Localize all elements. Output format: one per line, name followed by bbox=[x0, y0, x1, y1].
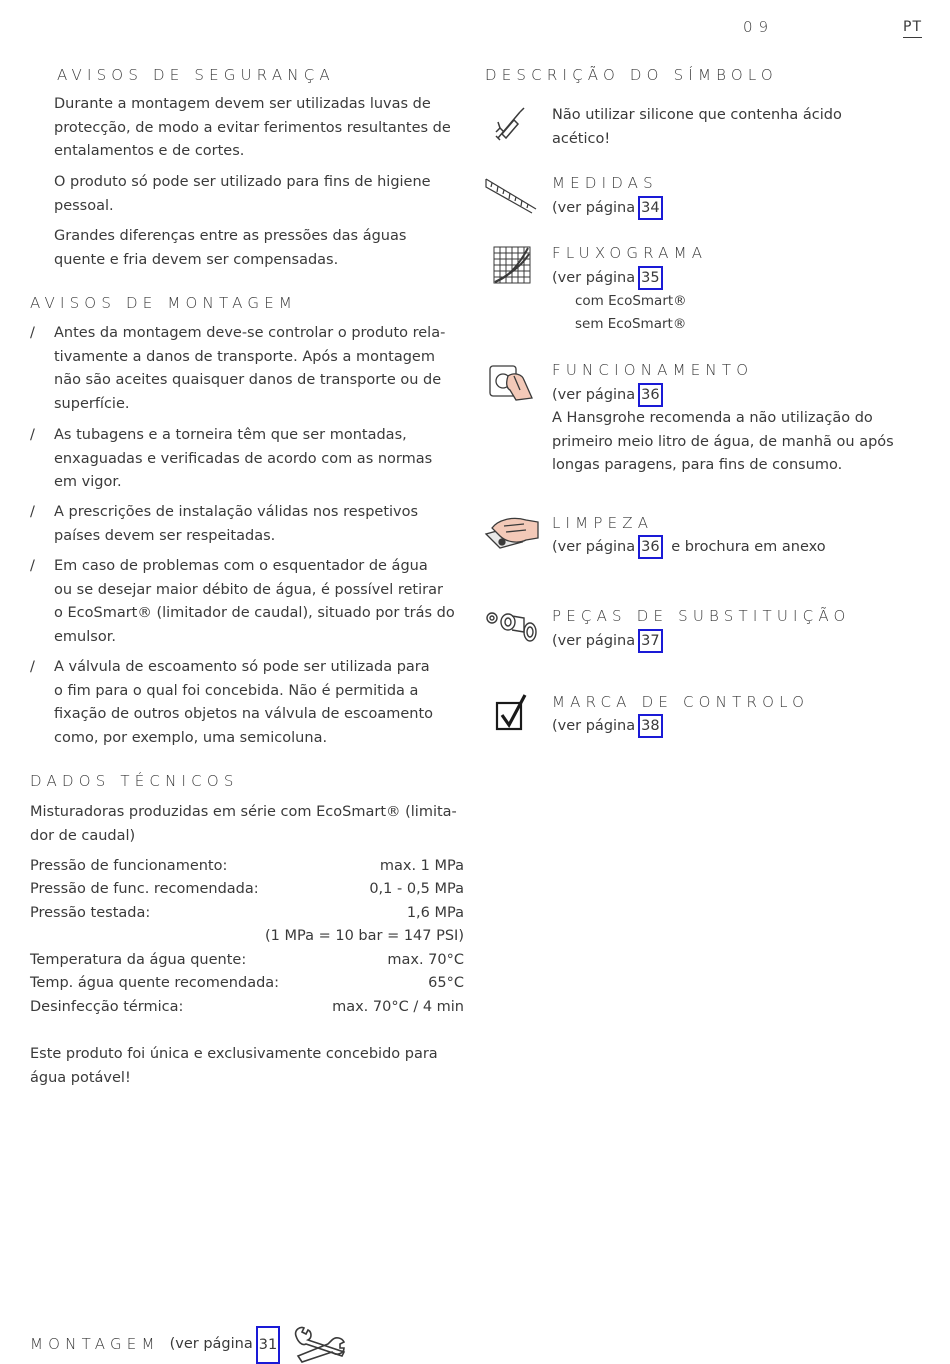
tech-row bbox=[30, 972, 464, 996]
ruler-icon bbox=[484, 175, 538, 215]
safety-paragraph-3 bbox=[54, 225, 406, 272]
text-line: acético! bbox=[552, 130, 611, 147]
text-line: o fim para o qual foi concebida. Não é permitida a bbox=[54, 682, 419, 699]
funcionamento-note bbox=[552, 407, 894, 478]
text-line: quente e fria devem ser compensadas. bbox=[54, 251, 339, 268]
text-line: Durante a montagem devem ser utilizadas luvas de bbox=[54, 96, 431, 112]
tech-row bbox=[30, 949, 464, 973]
pecas-reference bbox=[552, 629, 663, 654]
text-line: não são aceites quaisquer danos de transporte ou de bbox=[54, 372, 442, 388]
text-line: Antes da montagem deve-se controlar o produto rela- bbox=[54, 325, 446, 341]
checkmark-box-icon bbox=[494, 693, 528, 733]
language-label: PT bbox=[903, 19, 922, 35]
text-line: Este produto foi única e exclusivamente concebido para bbox=[30, 1046, 438, 1062]
tech-row bbox=[30, 925, 464, 949]
tech-value: max. 70°C / 4 min bbox=[332, 999, 464, 1015]
tech-value: 0,1 - 0,5 MPa bbox=[369, 881, 464, 897]
text-line: primeiro meio litro de água, de manhã ou após bbox=[552, 433, 894, 450]
list-item bbox=[54, 322, 445, 416]
tech-label: Pressão testada: bbox=[30, 905, 151, 921]
page-link-36b[interactable]: 36 bbox=[638, 535, 662, 559]
tech-value: 1,6 MPa bbox=[406, 905, 464, 921]
see-page-label: (ver página bbox=[552, 539, 636, 555]
tech-row bbox=[30, 878, 464, 902]
text-line: O produto só pode ser utilizado para fins de higiene bbox=[54, 174, 431, 190]
technical-heading: DADOS TÉCNICOS bbox=[30, 772, 239, 790]
text-line: em vigor. bbox=[54, 474, 122, 490]
list-marker: / bbox=[30, 659, 35, 675]
page-link-34[interactable]: 34 bbox=[638, 196, 662, 220]
see-page-label: (ver página bbox=[552, 200, 636, 216]
see-page-label: (ver página bbox=[552, 633, 636, 649]
list-item bbox=[54, 501, 418, 548]
text-line: protecção, de modo a evitar ferimentos resultantes de bbox=[54, 119, 451, 136]
see-page-label: (ver página bbox=[552, 718, 636, 734]
funcionamento-title: FUNCIONAMENTO bbox=[552, 361, 754, 379]
text-line: como, por exemplo, uma semicoluna. bbox=[54, 729, 328, 746]
text-line: entalamentos e de cortes. bbox=[54, 143, 245, 159]
silicone-gun-icon bbox=[490, 104, 530, 144]
text-line: A válvula de escoamento só pode ser utilizada para bbox=[54, 659, 430, 675]
assembly-heading: AVISOS DE MONTAGEM bbox=[30, 294, 298, 312]
list-item bbox=[54, 656, 433, 750]
funcionamento-reference bbox=[552, 383, 663, 408]
page-link-31[interactable]: 31 bbox=[256, 1326, 280, 1364]
potable-water-note bbox=[30, 1043, 438, 1090]
list-marker: / bbox=[30, 558, 35, 574]
tech-value: 65°C bbox=[428, 975, 464, 991]
limpeza-title: LIMPEZA bbox=[552, 514, 654, 532]
list-marker: / bbox=[30, 504, 35, 520]
tech-value: max. 1 MPa bbox=[379, 858, 464, 874]
text-line: emulsor. bbox=[54, 628, 116, 645]
with-ecosmart-label: com EcoSmart® bbox=[575, 293, 687, 309]
fluxograma-title: FLUXOGRAMA bbox=[552, 244, 708, 262]
page-number: 09 bbox=[743, 18, 775, 36]
text-line: Misturadoras produzidas em série com EcoSmart® (limita- bbox=[30, 804, 457, 820]
text-line: tivamente a danos de transporte. Após a montagem bbox=[54, 348, 435, 365]
tech-value: (1 MPa = 10 bar = 147 PSI) bbox=[265, 928, 464, 944]
text-line: ou se desejar maior débito de água, é possível retirar bbox=[54, 581, 443, 598]
symbol-description-heading: DESCRIÇÃO DO SÍMBOLO bbox=[485, 66, 778, 84]
page-link-37[interactable]: 37 bbox=[638, 629, 662, 653]
text-line: A prescrições de instalação válidas nos respetivos bbox=[54, 504, 419, 520]
footer-montagem bbox=[30, 1326, 348, 1364]
text-line: enxaguadas e verificadas de acordo com as normas bbox=[54, 450, 433, 467]
text-line: A Hansgrohe recomenda a não utilização do bbox=[552, 410, 873, 426]
tech-value: max. 70°C bbox=[387, 952, 464, 968]
fluxograma-reference bbox=[552, 266, 663, 291]
hand-operating-icon bbox=[488, 360, 536, 402]
text-line: Em caso de problemas com o esquentador de água bbox=[54, 558, 428, 574]
silicone-warning bbox=[552, 104, 842, 151]
safety-paragraph-1 bbox=[54, 93, 451, 164]
see-page-label: (ver página bbox=[552, 387, 636, 403]
medidas-reference bbox=[552, 196, 663, 221]
limpeza-suffix: e brochura em anexo bbox=[671, 539, 826, 555]
tech-label: Temp. água quente recomendada: bbox=[30, 975, 280, 991]
text-line: fixação de outros objetos na válvula de escoamento bbox=[54, 706, 434, 722]
list-item bbox=[54, 424, 432, 495]
pecas-title: PEÇAS DE SUBSTITUIÇÃO bbox=[552, 607, 851, 625]
safety-paragraph-2 bbox=[54, 171, 431, 218]
limpeza-reference bbox=[552, 535, 826, 560]
list-marker: / bbox=[30, 325, 35, 341]
page-link-38[interactable]: 38 bbox=[638, 714, 662, 738]
text-line: pessoal. bbox=[54, 197, 114, 214]
text-line: Grandes diferenças entre as pressões das águas bbox=[54, 228, 407, 244]
montagem-title: MONTAGEM bbox=[30, 1335, 160, 1354]
wrench-icon bbox=[292, 1326, 348, 1364]
spare-parts-icon bbox=[484, 606, 542, 646]
text-line: dor de caudal) bbox=[30, 827, 136, 844]
text-line: água potável! bbox=[30, 1069, 131, 1086]
see-page-label: (ver página bbox=[169, 1336, 253, 1353]
without-ecosmart-label: sem EcoSmart® bbox=[575, 316, 687, 332]
text-line: superfície. bbox=[54, 395, 130, 412]
hand-cleaning-icon bbox=[482, 512, 540, 552]
tech-label: Desinfecção térmica: bbox=[30, 999, 184, 1015]
text-line: As tubagens e a torneira têm que ser montadas, bbox=[54, 427, 407, 443]
technical-intro bbox=[30, 801, 457, 848]
text-line: o EcoSmart® (limitador de caudal), situado por trás do bbox=[54, 605, 455, 621]
tech-label: Temperatura da água quente: bbox=[30, 952, 247, 968]
text-line: longas paragens, para fins de consumo. bbox=[552, 457, 843, 473]
text-line: Não utilizar silicone que contenha ácido bbox=[552, 107, 842, 123]
flow-chart-icon bbox=[493, 246, 531, 284]
tech-row bbox=[30, 996, 464, 1020]
page-link-36[interactable]: 36 bbox=[638, 383, 662, 407]
page-link-35[interactable]: 35 bbox=[638, 266, 662, 290]
text-line: países devem ser respeitadas. bbox=[54, 527, 276, 544]
list-marker: / bbox=[30, 427, 35, 443]
tech-row bbox=[30, 902, 464, 926]
safety-heading: AVISOS DE SEGURANÇA bbox=[57, 66, 335, 84]
marca-title: MARCA DE CONTROLO bbox=[552, 693, 810, 711]
medidas-title: MEDIDAS bbox=[552, 174, 658, 192]
see-page-label: (ver página bbox=[552, 270, 636, 286]
tech-label: Pressão de func. recomendada: bbox=[30, 881, 259, 897]
language-tag bbox=[903, 17, 922, 38]
tech-label: Pressão de funcionamento: bbox=[30, 858, 228, 874]
list-item bbox=[54, 555, 455, 649]
tech-row bbox=[30, 855, 464, 879]
marca-reference bbox=[552, 714, 663, 739]
